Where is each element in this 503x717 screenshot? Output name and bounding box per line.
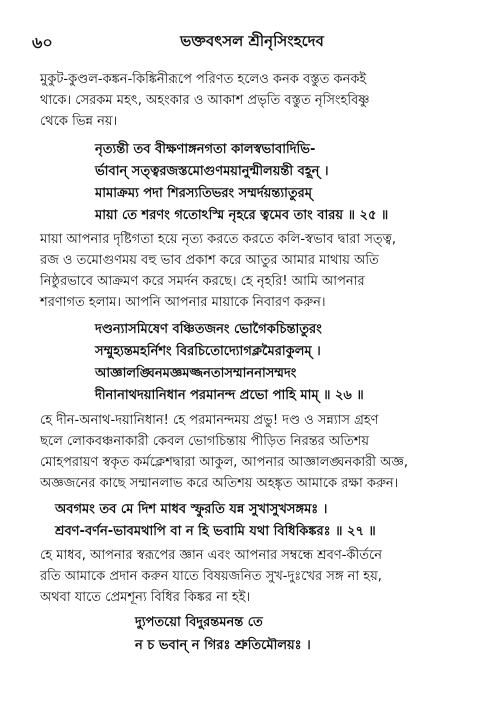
text-line: রজ ও তমোগুণময় বহু ভাব প্রকাশ করে আতুর আমার মাথায় অতি [40, 253, 379, 268]
verse-line: আজ্ঞালঙ্ঘিনমজ্ঞমজ্জনতাসম্মাননাসম্মদং [95, 366, 297, 381]
text-line: থাকে। সেরকম মহৎ, অহংকার ও আকাশ প্রভৃতি বস্তুত নৃসিংহবিষ্ণু [40, 93, 370, 108]
page-number: ৬০ [32, 33, 53, 52]
verse-line: দীনানাথদয়ানিধান পরমানন্দ প্রভো পাহি মাম্ ॥ ২৬ ॥ [95, 388, 364, 403]
text-line: অজ্ঞজনের কাছে সম্মানলাভ করে অতিশয় অহঙ্কৃত আমাকে রক্ষা করুন। [40, 476, 399, 491]
text-line: মায়া আপনার দৃষ্টিগতা হয়ে নৃত্য করতে করতে কলি-স্বভাব দ্বারা সত্ত্ব, [40, 232, 397, 247]
verse-line: নৃত্যন্তী তব বীক্ষণাঙ্গনগতা কালস্বভাবাদিভি- [95, 142, 316, 157]
verse-line: ন চ ভবান্ ন গিরঃ শ্রুতিমৌলয়ঃ । [135, 638, 311, 653]
verse-line: র্ভাবান্ সত্ত্বরজস্তমোগুণময়ানুন্মীলয়ন্তী বহূন্ । [95, 164, 329, 179]
running-title: ভক্তবৎসল শ্রীনৃসিংহদেব [180, 32, 324, 50]
text-line: শরণাগত হলাম। আপনি আপনার মায়াকে নিবারণ করুন। [40, 295, 326, 310]
text-line: নিষ্ঠুরভাবে আক্রমণ করে সমর্দন করছে। হে নৃহরি! আমি আপনার [40, 274, 365, 289]
text-line: মুকুট-কুণ্ডল-কঙ্কন-কিঙ্কিনীরূপে পরিণত হলেও কনক বস্তুত কনকই [40, 72, 367, 87]
verse-line: মামাক্রম্য পদা শিরস্যতিভরং সম্মর্দয়ন্ত্যাতুরম্ [95, 186, 313, 201]
verse-line: মায়া তে শরণং গতোঽস্মি নৃহরে ত্বমেব তাং বারয় ॥ ২৫ ॥ [95, 208, 389, 223]
verse-line: দণ্ডন্যাসমিষেণ বঞ্চিতজনং ভোগৈকচিন্তাতুরং [95, 322, 322, 337]
text-line: মোহপরায়ণ স্বকৃত কর্মক্লেশদ্বারা আকুল, আপনার আজ্ঞালঙ্ঘনকারী অজ্ঞ, [40, 455, 408, 470]
text-line: থেকে ভিন্ন নয়। [40, 114, 118, 129]
text-line: রতি আমাকে প্রদান করুন যাতে বিষয়জনিত সুখ-দুঃখের সঙ্গ না হয়, [40, 569, 382, 584]
page-header [32, 30, 472, 52]
text-line: ছলে লোকবঞ্চনাকারী কেবল ভোগচিন্তায় পীড়িত নিরন্তর অতিশয় [40, 434, 370, 449]
text-line: হে মাধব, আপনার স্বরূপের জ্ঞান এবং আপনার সম্বন্ধে শ্রবণ-কীর্তনে [40, 548, 382, 563]
text-line: অথবা যাতে প্রেমশূন্য বিধির কিঙ্কর না হই। [40, 590, 251, 605]
verse-line: দ্যুপতয়ো বিদুরন্তমনন্ত তে [135, 615, 263, 630]
text-line: হে দীন-অনাথ-দয়ানিধান! হে পরমানন্দময় প্রভু! দণ্ড ও সন্ন্যাস গ্রহণ [40, 413, 379, 428]
verse-line: শ্রবণ-বর্ণন-ভাবমথাপি বা ন হি ভবামি যথা বিধিকিঙ্করঃ ॥ ২৭ ॥ [55, 524, 376, 539]
verse-line: সম্মুহ্যন্তমহর্নিশং বিরচিতোদ্যোগক্লমৈরাকুলম্ । [95, 344, 321, 359]
verse-line: অবগমং তব মে দিশ মাধব স্ফুরতি যন্ন সুখাসুখসঙ্গমঃ । [55, 502, 328, 517]
